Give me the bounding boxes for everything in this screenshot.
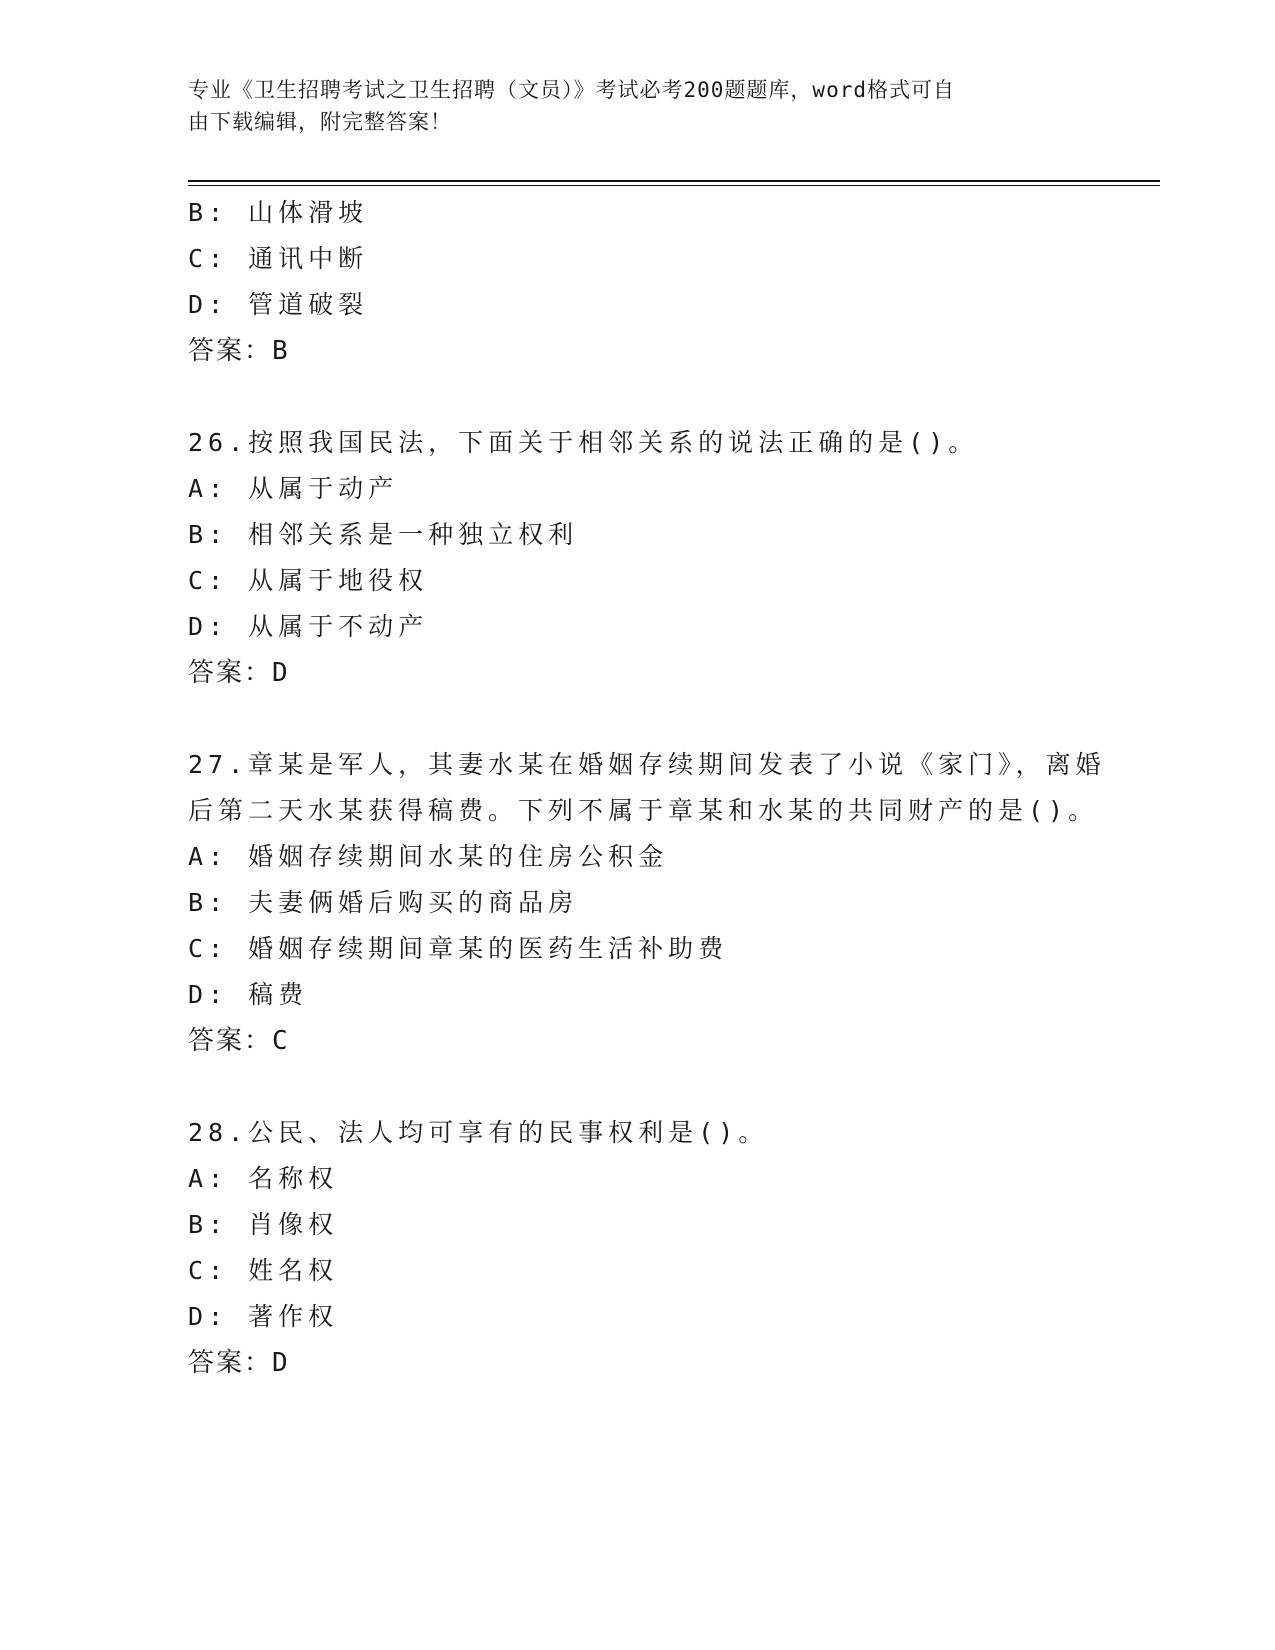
answer-value: B <box>272 336 290 366</box>
option-c: C: 婚姻存续期间章某的医药生活补助费 <box>188 934 729 963</box>
spacer <box>188 1064 1088 1110</box>
answer-label: 答案： <box>188 336 273 366</box>
option-d: D: 稿费 <box>188 980 309 1009</box>
option-d: D: 从属于不动产 <box>188 612 429 641</box>
option-b: B: 山体滑坡 <box>188 198 369 227</box>
spacer <box>188 696 1088 742</box>
answer-label: 答案： <box>188 1026 273 1056</box>
option-d: D: 管道破裂 <box>188 290 369 319</box>
question-stem: 26.按照我国民法，下面关于相邻关系的说法正确的是()。 <box>188 428 979 457</box>
answer-line <box>188 1340 1088 1386</box>
question-stem-line-1: 27.章某是军人，其妻水某在婚姻存续期间发表了小说《家门》，离婚 <box>188 750 1106 779</box>
option-b: B: 夫妻俩婚后购买的商品房 <box>188 888 579 917</box>
option-c: C: 通讯中断 <box>188 244 369 273</box>
option-b: B: 肖像权 <box>188 1210 339 1239</box>
answer-line <box>188 1018 1088 1064</box>
question-block-25 <box>188 190 1088 374</box>
option-a: A: 名称权 <box>188 1164 339 1193</box>
spacer <box>188 374 1088 420</box>
header-line-2: 由下载编辑，附完整答案！ <box>188 110 452 134</box>
option-a: A: 婚姻存续期间水某的住房公积金 <box>188 842 669 871</box>
option-d: D: 著作权 <box>188 1302 339 1331</box>
option-c: C: 从属于地役权 <box>188 566 429 595</box>
option-a: A: 从属于动产 <box>188 474 399 503</box>
answer-label: 答案： <box>188 658 273 688</box>
answer-label: 答案： <box>188 1348 273 1378</box>
question-block-27 <box>188 742 1106 1064</box>
question-content <box>188 190 1106 1386</box>
answer-value: D <box>272 1348 290 1378</box>
header-divider-thick <box>188 180 1160 182</box>
option-b: B: 相邻关系是一种独立权利 <box>188 520 579 549</box>
header-line-1: 专业《卫生招聘考试之卫生招聘（文员）》考试必考200题题库，word格式可自 <box>188 78 955 102</box>
header-divider-thin <box>188 185 1160 186</box>
answer-value: C <box>272 1026 290 1056</box>
option-c: C: 姓名权 <box>188 1256 339 1285</box>
question-stem: 28.公民、法人均可享有的民事权利是()。 <box>188 1118 769 1147</box>
answer-line <box>188 650 1088 696</box>
document-header <box>188 74 1088 138</box>
question-block-28 <box>188 1110 1088 1386</box>
answer-value: D <box>272 658 290 688</box>
answer-line <box>188 328 1088 374</box>
question-block-26 <box>188 420 1088 696</box>
question-stem-line-2: 后第二天水某获得稿费。下列不属于章某和水某的共同财产的是()。 <box>188 796 1099 825</box>
